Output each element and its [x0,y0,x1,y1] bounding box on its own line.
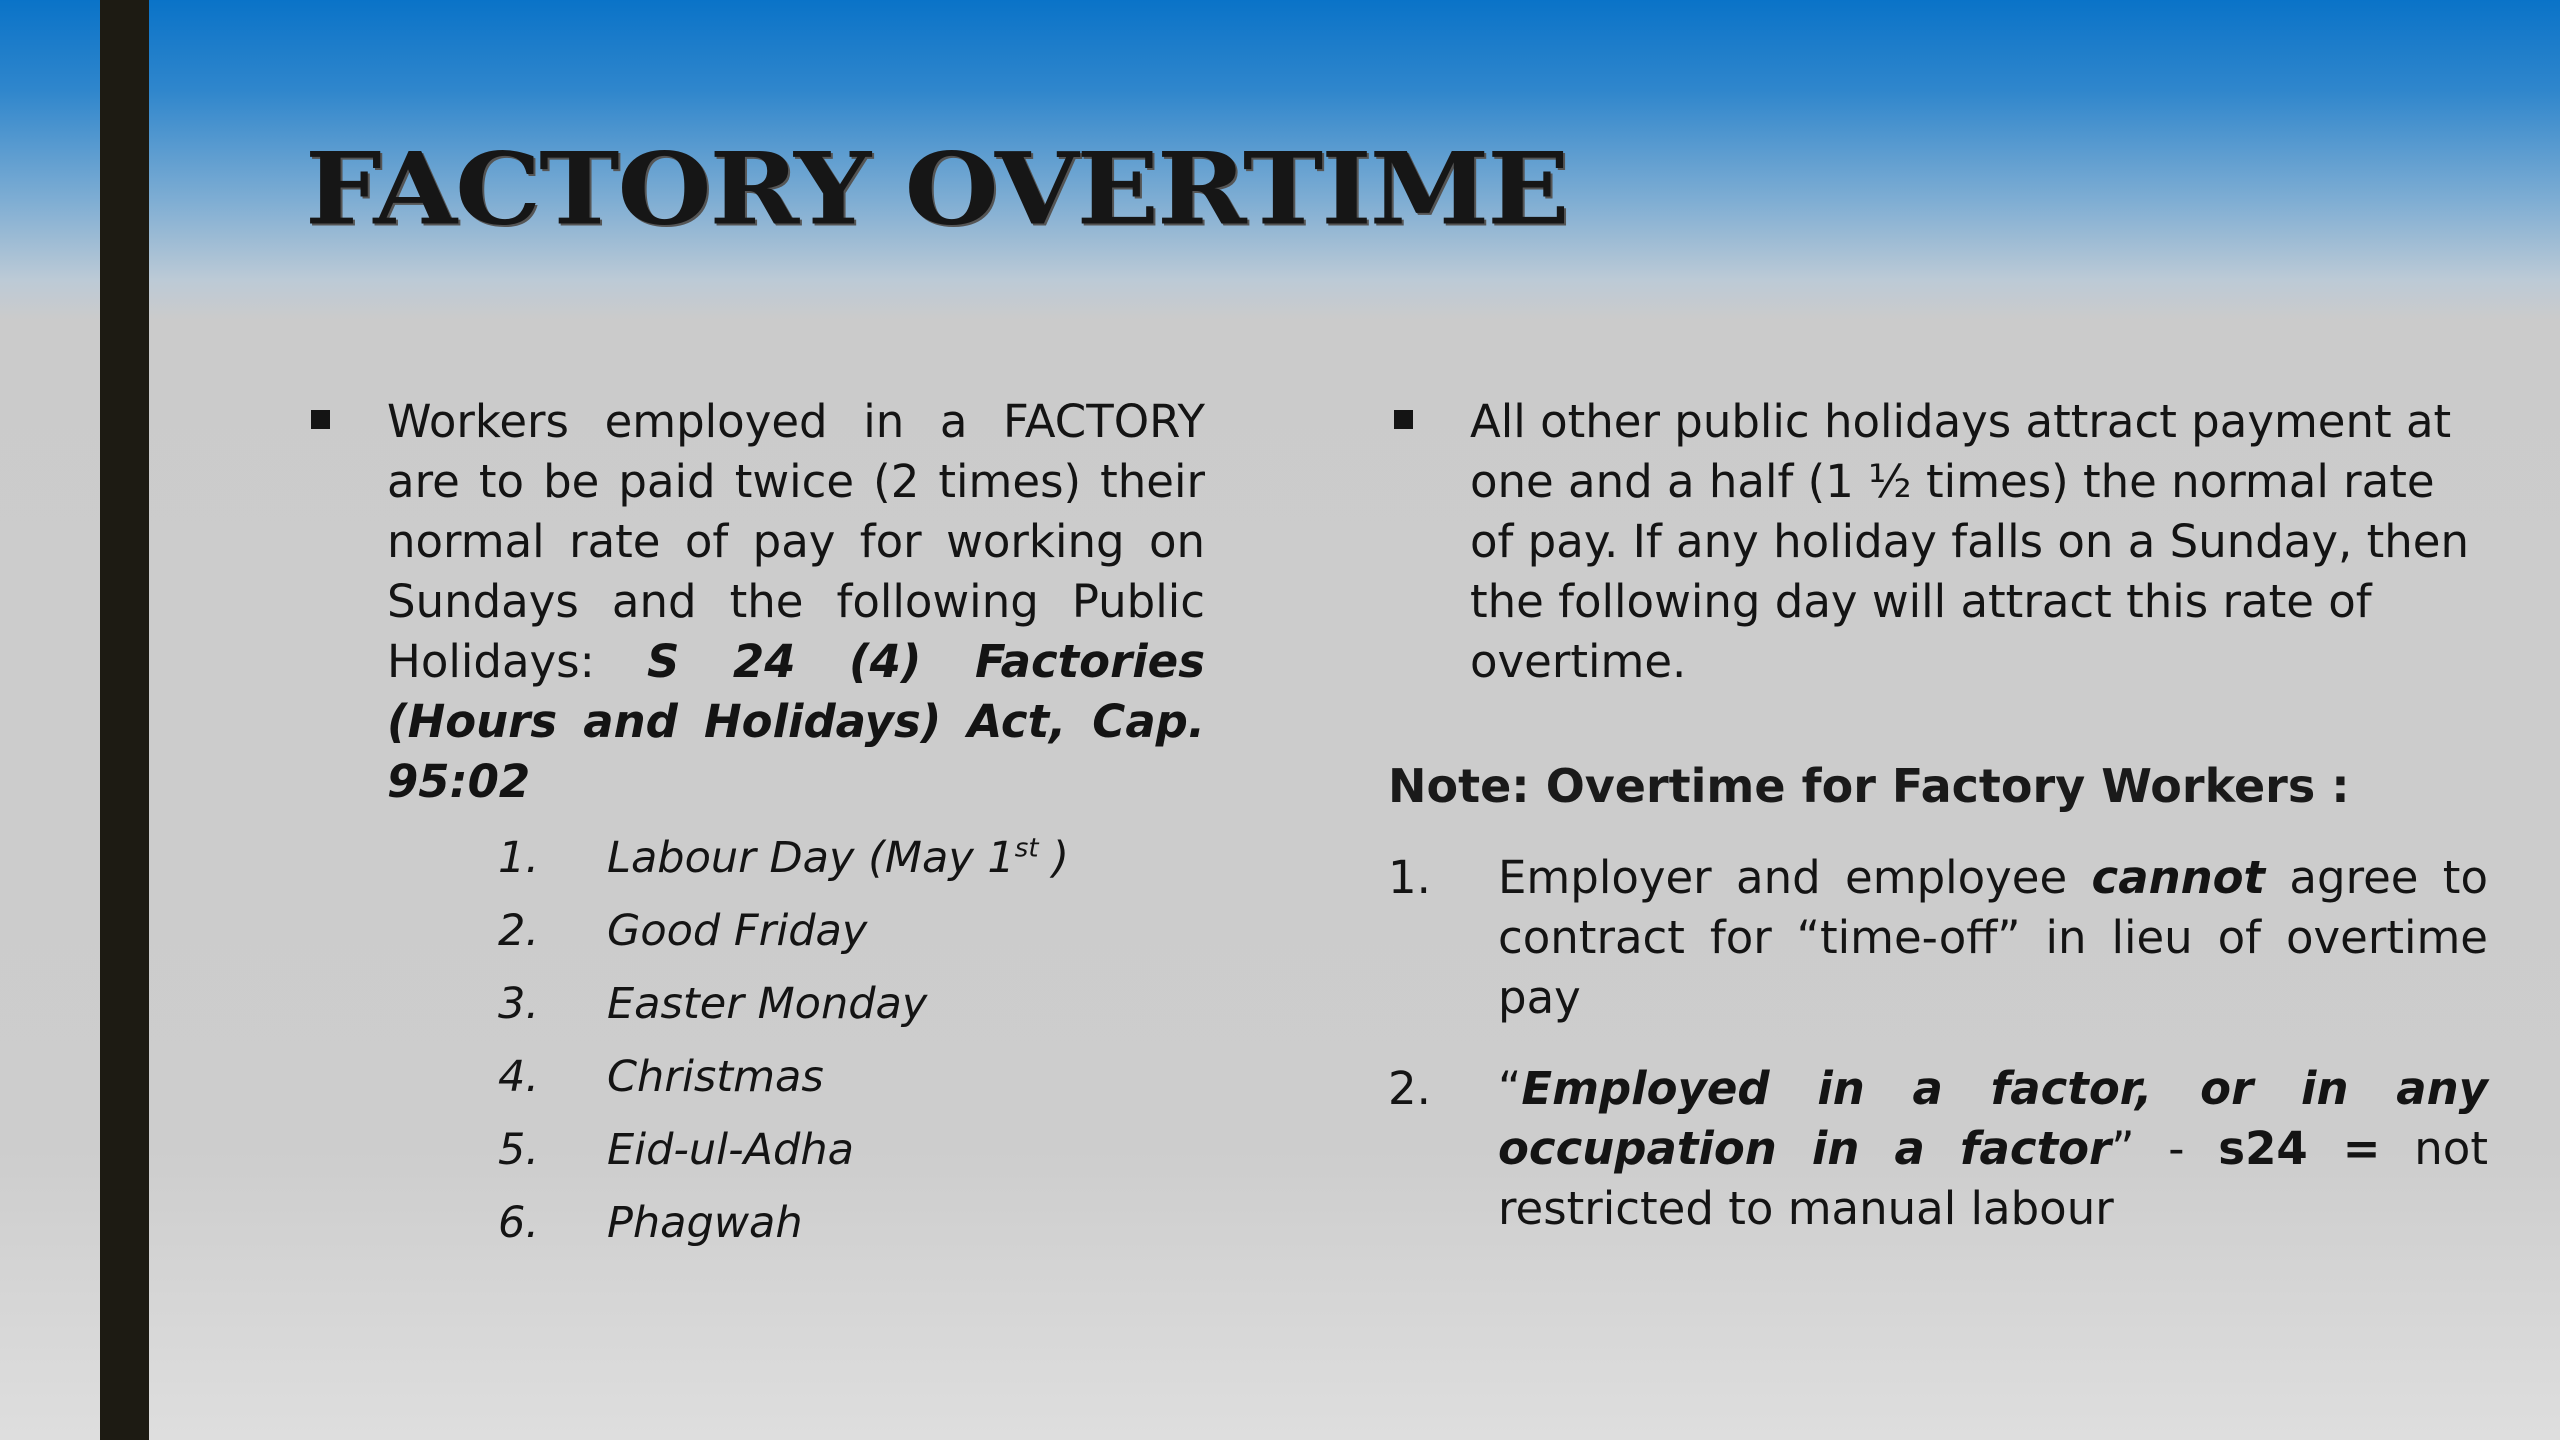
list-item: 4. Christmas [498,1052,824,1102]
bullet-public-holidays [1388,392,2488,692]
list-item: 3. Easter Monday [498,979,928,1029]
list-item: 1. Employer and employee cannot agree to contract for “time-off” in lieu of overtime pay [1388,851,2488,1024]
list-item: 6. Phagwah [498,1198,803,1248]
list-item: 1. Labour Day (May 1st ) [498,833,1069,883]
notes-list [1388,848,2488,1270]
list-item: 2. “Employed in a factor, or in any occupation in a factor” - s24 = not restricted to manual labour [1388,1062,2488,1235]
left-column [305,392,1205,1260]
slide-title: FACTORY OVERTIME [305,131,1568,248]
bullet-text: Workers employed in a FACTORY are to be paid twice (2 times) their normal rate of pay for working on Sundays and the following Public Holidays: S 24 (4) Factories (Hours and Holidays) Act, Cap. 95:02 [387,395,1205,808]
bullet-text: All other public holidays attract payment at one and a half (1 ½ times) the normal rate of pay. If any holiday falls on a Sunday, then the following day will attract this rate of overtime. [1470,395,2469,688]
left-accent-bar [100,0,149,1440]
square-bullet-icon [311,410,330,429]
bullet-factory-pay [305,392,1205,812]
right-column [1388,392,2488,692]
law-reference: S 24 (4) Factories (Hours and Holidays) Act, Cap. 95:02 [387,635,1205,808]
square-bullet-icon [1394,410,1413,429]
holiday-list [305,822,1205,1260]
list-item: 2. Good Friday [498,906,868,956]
note-heading: Note: Overtime for Factory Workers : [1388,759,2350,813]
list-item: 5. Eid-ul-Adha [498,1125,854,1175]
